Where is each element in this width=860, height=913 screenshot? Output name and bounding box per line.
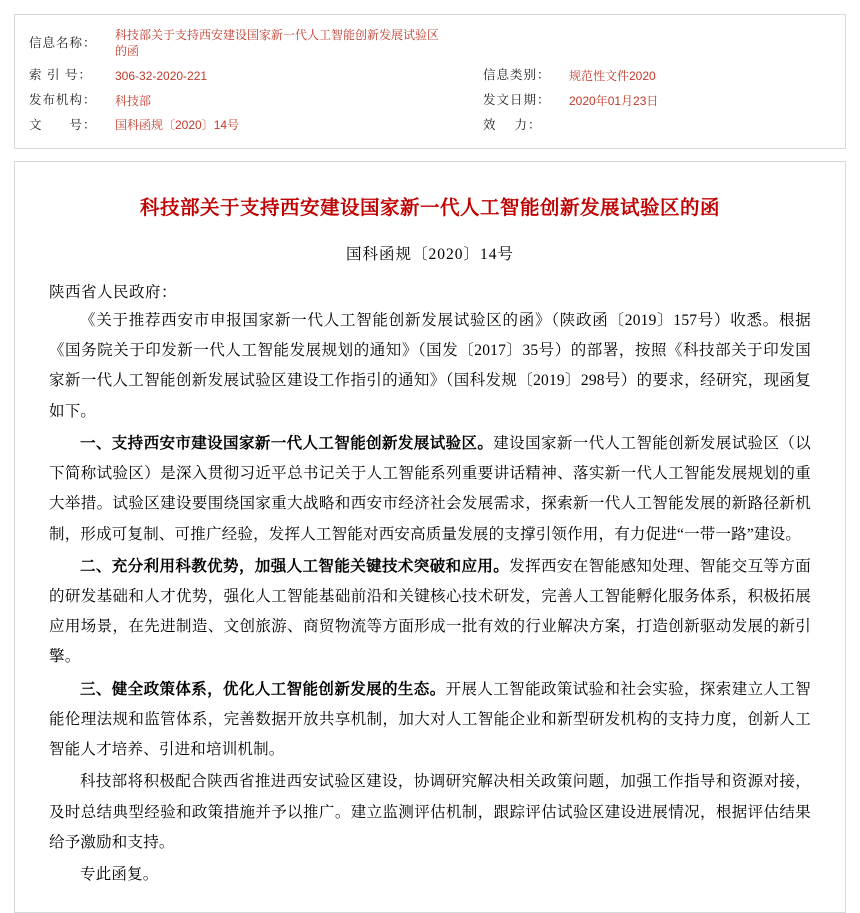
table-row xyxy=(25,88,835,113)
meta-label-agency: 发布机构： xyxy=(29,93,97,108)
section-one-heading: 一、支持西安市建设国家新一代人工智能创新发展试验区。 xyxy=(80,434,494,452)
meta-label-category: 信息类别： xyxy=(483,68,551,83)
paragraph-intro: 《关于推荐西安市申报国家新一代人工智能创新发展试验区的函》（陕政函〔2019〕157号）收悉。根据《国务院关于印发新一代人工智能发展规划的通知》（国发〔2017〕35号）的部署，按照《科技部关于印发国家新一代人工智能创新发展试验区建设工作指引的通知》（国科发规〔2019〕298号）的要求，经研究，现函复如下。 xyxy=(49,312,811,420)
table-row xyxy=(25,23,835,63)
section-three-text: 开展人工智能政策试验和社会实验，探索建立人工智能伦理法规和监管体系，完善数据开放共享机制，加大对人工智能企业和新型研发机构的支持力度，创新人工智能人才培养、引进和培训机制。 xyxy=(49,680,811,759)
page-title: 科技部关于支持西安建设国家新一代人工智能创新发展试验区的函 xyxy=(139,197,720,219)
meta-value-agency: 科技部 xyxy=(115,93,152,108)
meta-value-docnumber: 国科函规〔2020〕14号 xyxy=(115,118,240,133)
paragraph-section-three xyxy=(49,675,811,766)
table-row xyxy=(25,113,835,138)
section-one-text: 建设国家新一代人工智能创新发展试验区（以下简称试验区）是深入贯彻习近平总书记关于人工智能系列重要讲话精神、落实新一代人工智能发展规划的重大举措。试验区建设要围绕国家重大战略和西安市经济社会发展需求，探索新一代人工智能发展的新路径新机制，形成可复制、可推广经验，发挥人工智能对西安高质量发展的支撑引领作用，有力促进“一带一路”建设。 xyxy=(49,434,811,543)
section-three-heading: 三、健全政策体系，优化人工智能创新发展的生态。 xyxy=(80,680,446,698)
meta-label-docnumber: 文 号： xyxy=(29,118,97,133)
meta-label-date: 发文日期： xyxy=(483,93,551,108)
metadata-panel xyxy=(14,14,846,149)
meta-value-validity xyxy=(565,113,835,138)
meta-label-index: 索 引 号： xyxy=(29,68,92,83)
meta-label-empty-1 xyxy=(479,23,565,63)
meta-value-category: 规范性文件2020 xyxy=(569,68,656,83)
document-content xyxy=(14,161,846,913)
meta-value-index: 306-32-2020-221 xyxy=(115,68,208,83)
meta-value-date: 2020年01月23日 xyxy=(569,93,659,108)
meta-value-empty-1 xyxy=(565,23,835,63)
section-two-heading: 二、充分利用科教优势，加强人工智能关键技术突破和应用。 xyxy=(80,557,510,575)
recipient-line: 陕西省人民政府： xyxy=(49,284,178,301)
paragraph-closing: 科技部将积极配合陕西省推进西安试验区建设，协调研究解决相关政策问题，加强工作指导和资源对接，及时总结典型经验和政策措施并予以推广。建立监测评估机制，跟踪评估试验区建设进展情况，根据评估结果给予激励和支持。 xyxy=(49,773,811,851)
meta-spacer xyxy=(449,88,479,113)
document-page xyxy=(0,14,860,883)
metadata-table xyxy=(25,23,835,138)
table-row xyxy=(25,63,835,88)
meta-spacer xyxy=(449,23,479,63)
meta-spacer xyxy=(449,63,479,88)
paragraph-section-one xyxy=(49,429,811,550)
section-two-text: 发挥西安在智能感知处理、智能交互等方面的研发基础和人才优势，强化人工智能基础前沿和关键核心技术研发，完善人工智能孵化服务体系，积极拓展应用场景，在先进制造、文创旅游、商贸物流等方面形成一批有效的行业解决方案，打造创新驱动发展的新引擎。 xyxy=(49,557,811,666)
paragraph-section-two xyxy=(49,552,811,673)
paragraph-signoff: 专此函复。 xyxy=(80,865,159,883)
meta-label-validity: 效 力： xyxy=(483,118,542,133)
meta-spacer xyxy=(449,113,479,138)
meta-value-name: 科技部关于支持西安建设国家新一代人工智能创新发展试验区的函 xyxy=(115,28,440,59)
document-number: 国科函规〔2020〕14号 xyxy=(345,246,514,263)
meta-label-name: 信息名称： xyxy=(29,35,97,50)
